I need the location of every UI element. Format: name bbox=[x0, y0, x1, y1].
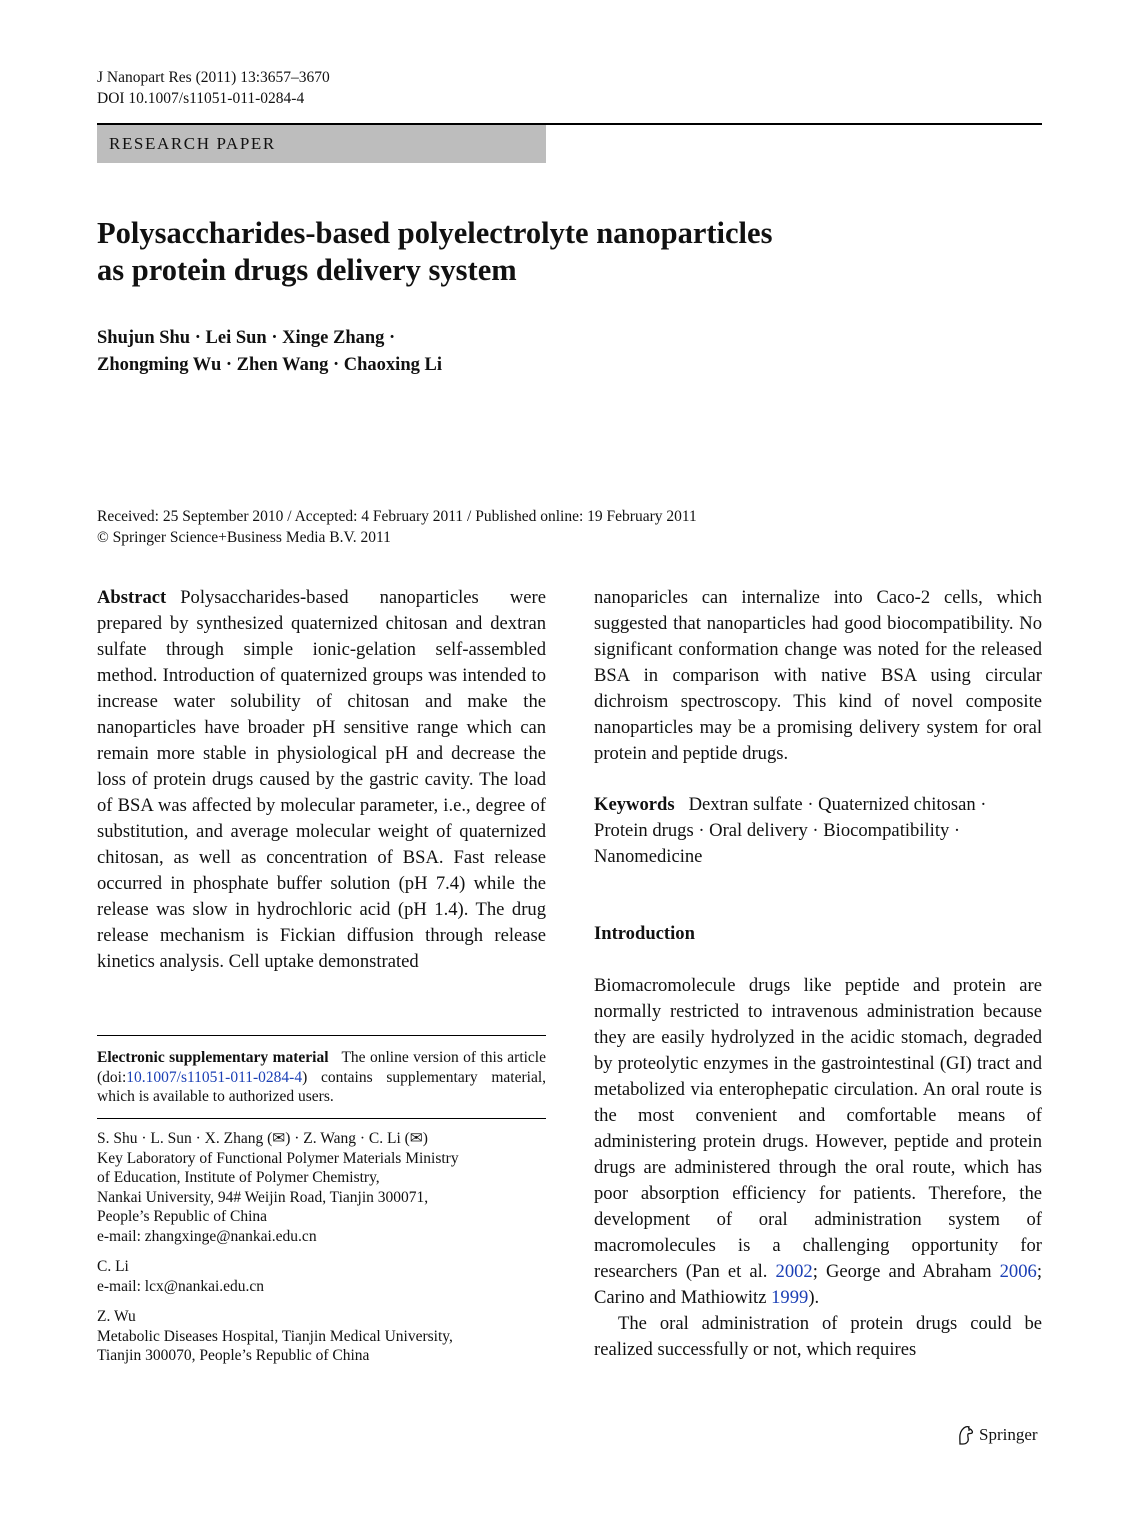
introduction-paragraph-2: The oral administration of protein drugs could be realized successfully or not, which requires bbox=[594, 1313, 1042, 1360]
footnote-rule-bottom bbox=[97, 1118, 546, 1119]
abstract-continued bbox=[594, 585, 1042, 767]
abstract-section bbox=[97, 585, 546, 975]
supplementary-note bbox=[97, 1048, 546, 1107]
publisher-name: Springer bbox=[979, 1425, 1038, 1444]
affiliation-line: Key Laboratory of Functional Polymer Materials Ministry bbox=[97, 1149, 459, 1167]
supplementary-text-before: The online version of this article (doi: bbox=[97, 1049, 546, 1086]
publication-history bbox=[97, 506, 1042, 548]
journal-citation bbox=[97, 67, 330, 109]
article-type-banner: RESEARCH PAPER bbox=[97, 125, 546, 163]
title-line-2: as protein drugs delivery system bbox=[97, 253, 517, 287]
keywords-label: Keywords bbox=[594, 794, 675, 815]
supplementary-doi-link[interactable]: 10.1007/s11051-011-0284-4 bbox=[126, 1068, 303, 1086]
supplementary-text-after: ) contains supplementary material, which is available to authorized users. bbox=[97, 1068, 546, 1105]
authors-line-1: Shujun Shu · Lei Sun · Xinge Zhang · bbox=[97, 328, 396, 348]
springer-horse-icon bbox=[957, 1424, 975, 1446]
author-list bbox=[97, 325, 797, 379]
publisher-logo bbox=[957, 1423, 1038, 1447]
affiliation-line: Metabolic Diseases Hospital, Tianjin Medical University, bbox=[97, 1327, 453, 1345]
intro-p1-mid2: ; Carino and Mathiowitz bbox=[594, 1261, 1042, 1308]
paper-title bbox=[97, 215, 997, 289]
affiliation-line: People’s Republic of China bbox=[97, 1208, 268, 1225]
citation-link[interactable]: 1999 bbox=[771, 1287, 809, 1308]
affiliation-email: e-mail: zhangxinge@nankai.edu.cn bbox=[97, 1227, 317, 1245]
introduction-body bbox=[594, 973, 1042, 1363]
intro-p1-end: ). bbox=[808, 1287, 820, 1308]
affiliations bbox=[97, 1129, 546, 1366]
abstract-text-right: nanoparicles can internalize into Caco-2 cells, which suggested that nanoparticles had good biocompatibility. No significant conformation change was noted for the released BSA in comparison with native BSA using circular dichroism spectroscopy. This kind of novel composite nanoparticles may be a promising delivery system for oral protein and peptide drugs. bbox=[594, 587, 1042, 764]
affiliation-line: of Education, Institute of Polymer Chemistry, bbox=[97, 1169, 380, 1186]
introduction-paragraph-1 bbox=[594, 973, 1042, 1311]
citation-link[interactable]: 2006 bbox=[999, 1261, 1037, 1282]
citation-link[interactable]: 2002 bbox=[775, 1261, 813, 1282]
history-dates: Received: 25 September 2010 / Accepted: 4 February 2011 / Published online: 19 February 2011 bbox=[97, 508, 697, 525]
abstract-label: Abstract bbox=[97, 587, 167, 608]
doi-line: DOI 10.1007/s11051-011-0284-4 bbox=[97, 90, 305, 107]
title-line-1: Polysaccharides-based polyelectrolyte nanoparticles bbox=[97, 216, 773, 250]
affiliation-names: S. Shu · L. Sun · X. Zhang (✉) · Z. Wang · C. Li (✉) bbox=[97, 1130, 428, 1147]
intro-p1-mid1: ; George and Abraham bbox=[812, 1261, 1000, 1282]
affiliation-wu-name: Z. Wu bbox=[97, 1308, 136, 1325]
keywords-section bbox=[594, 792, 1042, 870]
supplementary-label: Electronic supplementary material bbox=[97, 1049, 329, 1066]
affiliation-li-name: C. Li bbox=[97, 1258, 129, 1275]
copyright-line: © Springer Science+Business Media B.V. 2011 bbox=[97, 529, 391, 546]
journal-line: J Nanopart Res (2011) 13:3657–3670 bbox=[97, 69, 330, 86]
affiliation-line: Tianjin 300070, People’s Republic of China bbox=[97, 1347, 370, 1364]
keywords-text: Dextran sulfate · Quaternized chitosan · Protein drugs · Oral delivery · Biocompatibility · Nanomedicine bbox=[594, 794, 987, 867]
affiliation-line: Nankai University, 94# Weijin Road, Tianjin 300071, bbox=[97, 1188, 429, 1206]
introduction-heading: Introduction bbox=[594, 923, 695, 944]
affiliation-li-email: e-mail: lcx@nankai.edu.cn bbox=[97, 1277, 265, 1295]
authors-line-2: Zhongming Wu · Zhen Wang · Chaoxing Li bbox=[97, 355, 442, 375]
footnote-rule-top bbox=[97, 1035, 546, 1036]
abstract-text-left: Polysaccharides-based nanoparticles were prepared by synthesized quaternized chitosan and dextran sulfate through simple ionic-gelation self-assembled method. Introduction of quaternized groups was intended to increase water solubility of chitosan and make the nanoparticles have broader pH sensitive range which can remain more stable in physiological pH and decrease the loss of protein drugs caused by the gastric cavity. The load of BSA was affected by molecular parameter, i.e., degree of substitution, and average molecular weight of quaternized chitosan, as well as concentration of BSA. Fast release occurred in phosphate buffer solution (pH 7.4) while the release was slow in hydrochloric acid (pH 1.4). The drug release mechanism is Fickian diffusion through release kinetics analysis. Cell uptake demonstrated bbox=[97, 587, 546, 972]
intro-p1-text: Biomacromolecule drugs like peptide and protein are normally restricted to intravenous administration because they are easily hydrolyzed in the acidic stomach, degraded by proteolytic enzymes in the gastrointestinal (GI) tract and metabolized via enterophepatic circulation. An oral route is the most convenient and comfortable means of administering protein drugs. However, peptide and protein drugs are administered through the oral route, which has poor absorption efficiency for patients. Therefore, the development of oral administration system of macromolecules is a challenging opportunity for researchers (Pan et al. bbox=[594, 975, 1042, 1282]
